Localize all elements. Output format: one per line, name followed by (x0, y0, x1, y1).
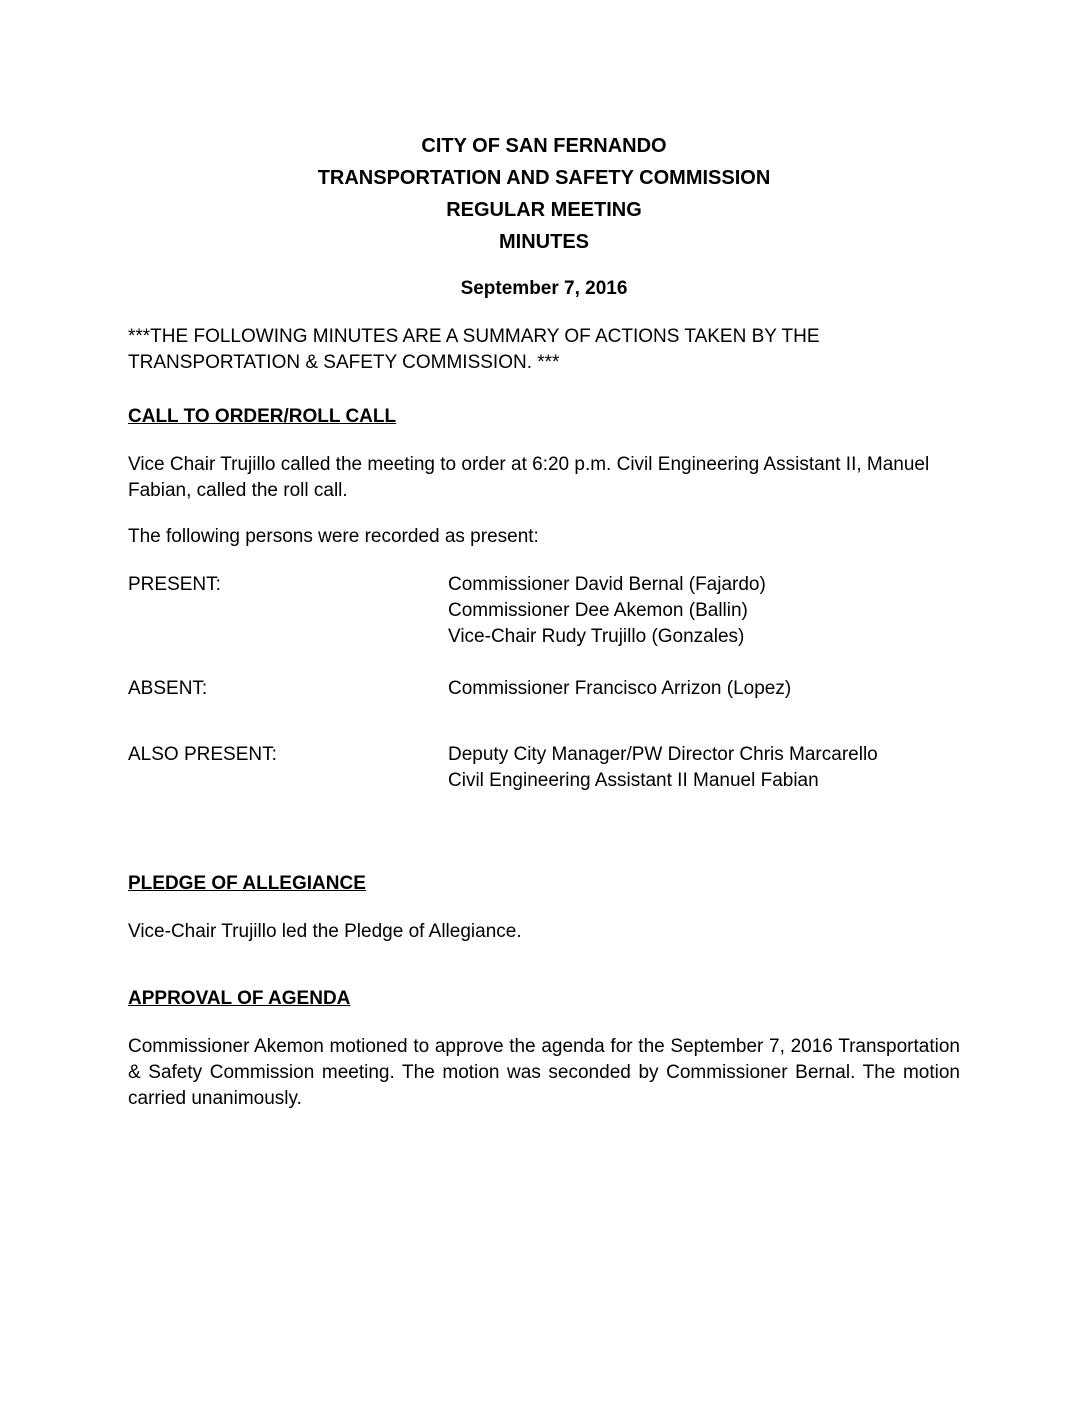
absent-label: ABSENT: (128, 678, 208, 699)
header-meeting-type: REGULAR MEETING (446, 199, 642, 221)
absent-member: Commissioner Francisco Arrizon (Lopez) (448, 678, 792, 699)
also-present-list (448, 742, 878, 794)
present-member: Vice-Chair Rudy Trujillo (Gonzales) (448, 626, 745, 647)
header-minutes: MINUTES (499, 231, 589, 253)
present-member: Commissioner David Bernal (Fajardo) (448, 574, 766, 595)
call-to-order-text: Vice Chair Trujillo called the meeting to order at 6:20 p.m. Civil Engineering Assistant II, Manuel Fabian, called the roll call. (128, 454, 930, 501)
meeting-date: September 7, 2016 (460, 278, 628, 299)
present-member: Commissioner Dee Akemon (Ballin) (448, 600, 748, 621)
call-to-order-heading: CALL TO ORDER/ROLL CALL (128, 406, 397, 427)
also-present-label: ALSO PRESENT: (128, 744, 277, 765)
also-present-member: Civil Engineering Assistant II Manuel Fabian (448, 770, 819, 791)
pledge-text: Vice-Chair Trujillo led the Pledge of Allegiance. (128, 921, 522, 942)
document-header (0, 130, 1088, 258)
present-label: PRESENT: (128, 574, 221, 595)
absent-list (448, 676, 791, 702)
pledge-heading: PLEDGE OF ALLEGIANCE (128, 873, 366, 894)
also-present-member: Deputy City Manager/PW Director Chris Marcarello (448, 744, 878, 765)
header-commission: TRANSPORTATION AND SAFETY COMMISSION (317, 167, 771, 189)
header-city: CITY OF SAN FERNANDO (421, 135, 667, 157)
attendance-intro: The following persons were recorded as present: (128, 526, 539, 547)
agenda-heading: APPROVAL OF AGENDA (128, 988, 351, 1009)
present-list (448, 572, 766, 650)
agenda-text: Commissioner Akemon motioned to approve the agenda for the September 7, 2016 Transportation & Safety Commission meeting. The motion was seconded by Commissioner Bernal. The motion carried unanimously. (128, 1036, 960, 1109)
summary-note: ***THE FOLLOWING MINUTES ARE A SUMMARY OF ACTIONS TAKEN BY THE TRANSPORTATION & SAFETY COMMISSION. *** (128, 326, 820, 373)
